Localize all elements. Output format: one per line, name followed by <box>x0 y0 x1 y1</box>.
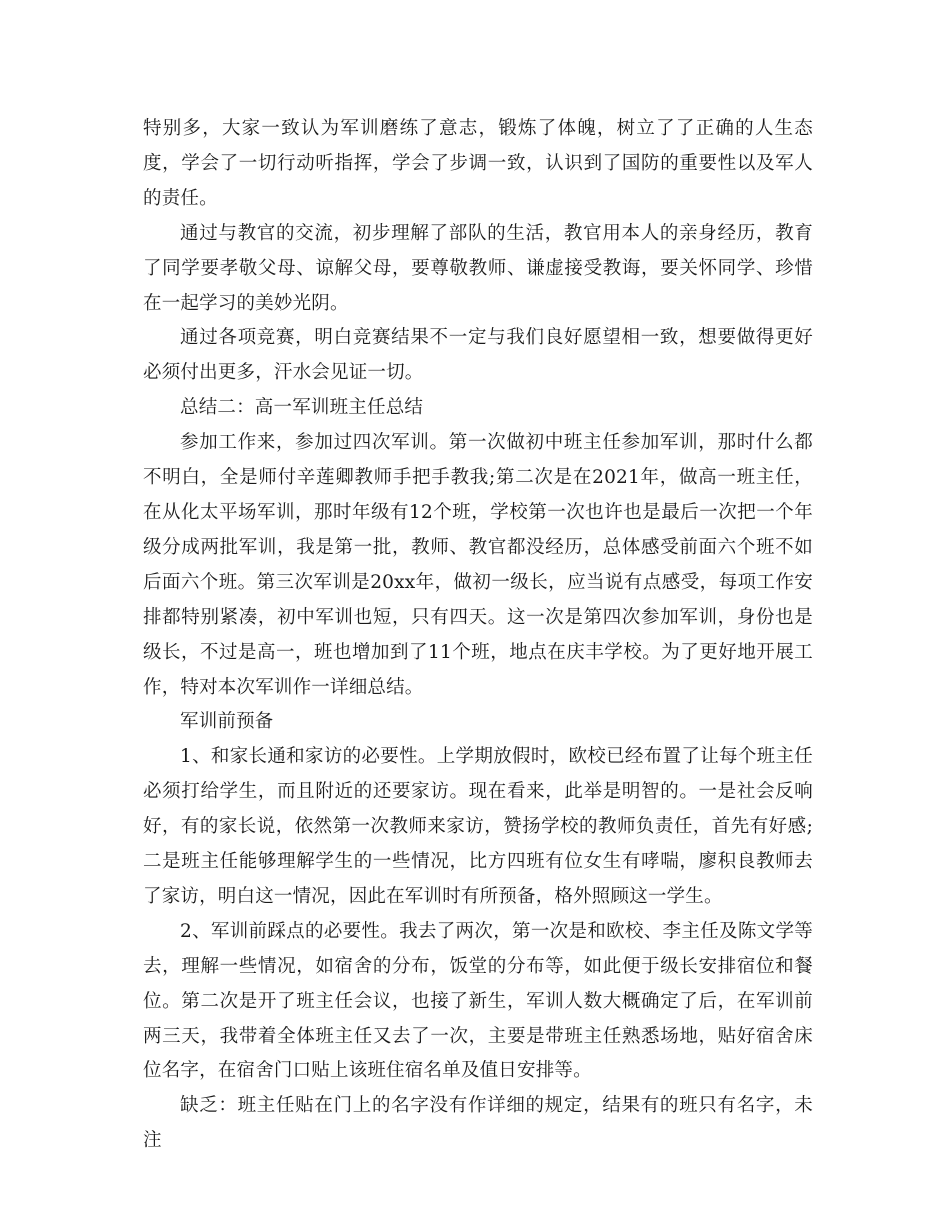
section-heading-summary-two: 总结二：高一军训班主任总结 <box>180 397 424 419</box>
subheading-pre-training-preparation: 军训前预备 <box>180 711 274 733</box>
document-body <box>143 112 813 1159</box>
paragraph-four-trainings: 参加工作来，参加过四次军训。第一次做初中班主任参加军训，那时什么都不明白，全是师付辛莲卿教师手把手教我;第二次是在2021年，做高一班主任，在从化太平场军训，那时年级有12个班，学校第一次也许也是最后一次把一个年级分成两批军训，我是第一批，教师、教官都没经历，总体感受前面六个班不如后面六个班。第三次军训是20xx年，做初一级长，应当说有点感受，每项工作安排都特别紧凑，初中军训也短，只有四天。这一次是第四次参加军训，身份也是级长，不过是高一，班也增加到了11个班，地点在庆丰学校。为了更好地开展工作，特对本次军训作一详细总结。 <box>143 432 813 698</box>
paragraph-home-visits: 1、和家长通和家访的必要性。上学期放假时，欧校已经布置了让每个班主任必须打给学生，而且附近的还要家访。现在看来，此举是明智的。一是社会反响好，有的家长说，依然第一次教师来家访，赞扬学校的教师负责任，首先有好感;二是班主任能够理解学生的一些情况，比方四班有位女生有哮喘，廖积良教师去了家访，明白这一情况，因此在军训时有所预备，格外照顾这一学生。 <box>143 746 813 907</box>
paragraph-site-survey: 2、军训前踩点的必要性。我去了两次，第一次是和欧校、李主任及陈文学等去，理解一些情况，如宿舍的分布，饭堂的分布等，如此便于级长安排宿位和餐位。第二次是开了班主任会议，也接了新生，军训人数大概确定了后，在军训前两三天，我带着全体班主任又去了一次，主要是带班主任熟悉场地，贴好宿舍床位名字，在宿舍门口贴上该班住宿名单及值日安排等。 <box>143 920 813 1082</box>
paragraph-shortcomings: 缺乏：班主任贴在门上的名字没有作详细的规定，结果有的班只有名字，未注 <box>143 1095 813 1152</box>
paragraph-instructor-exchange: 通过与教官的交流，初步理解了部队的生活，教官用本人的亲身经历，教育了同学要孝敬父母、谅解父母，要尊敬教师、谦虚接受教诲，要关怀同学、珍惜在一起学习的美妙光阴。 <box>143 222 813 314</box>
paragraph-military-training-reflection-end: 特别多，大家一致认为军训磨练了意志，锻炼了体魄，树立了了正确的人生态度，学会了一切行动听指挥，学会了步调一致，认识到了国防的重要性以及军人的责任。 <box>143 118 813 209</box>
paragraph-competitions: 通过各项竞赛，明白竞赛结果不一定与我们良好愿望相一致，想要做得更好必须付出更多，汗水会见证一切。 <box>143 327 813 384</box>
